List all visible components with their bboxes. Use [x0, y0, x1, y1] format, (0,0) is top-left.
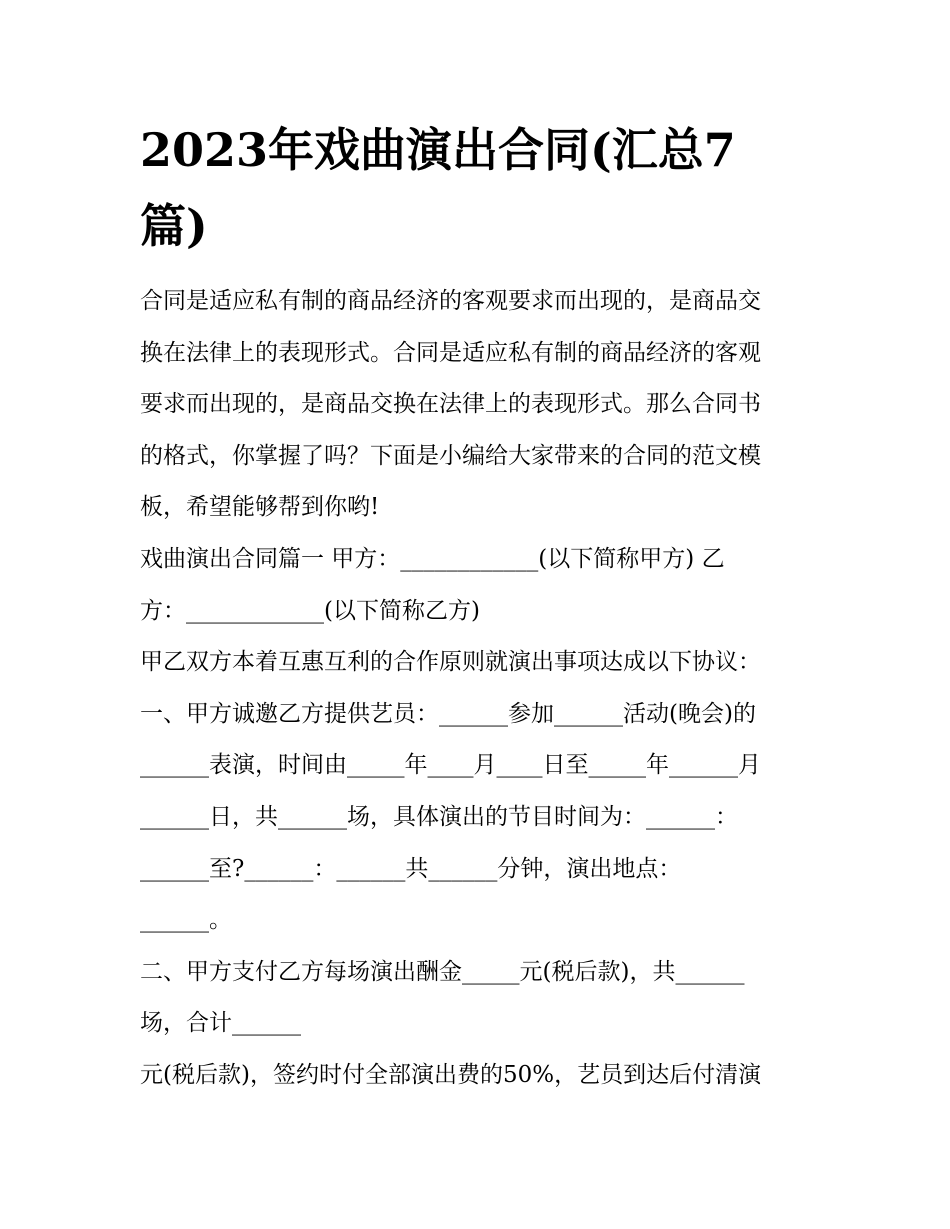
body-line: 换在法律上的表现形式。合同是适应私有制的商品经济的客观 [140, 339, 761, 366]
title-line-1: 2023年戏曲演出合同(汇总7 [140, 123, 736, 177]
body-line: ______表演，时间由_____年____月____日至_____年______月 [140, 752, 761, 779]
body-line: 戏曲演出合同篇一 甲方：____________(以下简称甲方) 乙 [140, 545, 725, 572]
body-line: 一、甲方诚邀乙方提供艺员：______参加______活动(晚会)的 [140, 700, 756, 727]
body-line: 二、甲方支付乙方每场演出酬金_____元(税后款)，共______ [140, 958, 745, 985]
title-line-2: 篇) [140, 199, 208, 253]
document-title [140, 112, 820, 264]
body-line: 场，合计______ [140, 1010, 301, 1037]
body-line: 的格式，你掌握了吗？下面是小编给大家带来的合同的范文模 [140, 442, 761, 469]
body-line: ______至?______：______共______分钟，演出地点： [140, 855, 682, 882]
body-line: 板，希望能够帮到你哟! [140, 494, 380, 521]
body-line: 元(税后款)，签约时付全部演出费的50%，艺员到达后付清演 [140, 1061, 762, 1088]
body-line: 方：____________(以下简称乙方) [140, 597, 480, 624]
body-line: 甲乙双方本着互惠互利的合作原则就演出事项达成以下协议： [140, 649, 761, 676]
body-line: 合同是适应私有制的商品经济的客观要求而出现的，是商品交 [140, 288, 761, 314]
document-body [140, 276, 820, 1102]
body-line: ______。 [140, 907, 232, 934]
body-line: ______日，共______场，具体演出的节目时间为：______： [140, 803, 738, 830]
body-line: 要求而出现的，是商品交换在法律上的表现形式。那么合同书 [140, 391, 761, 418]
